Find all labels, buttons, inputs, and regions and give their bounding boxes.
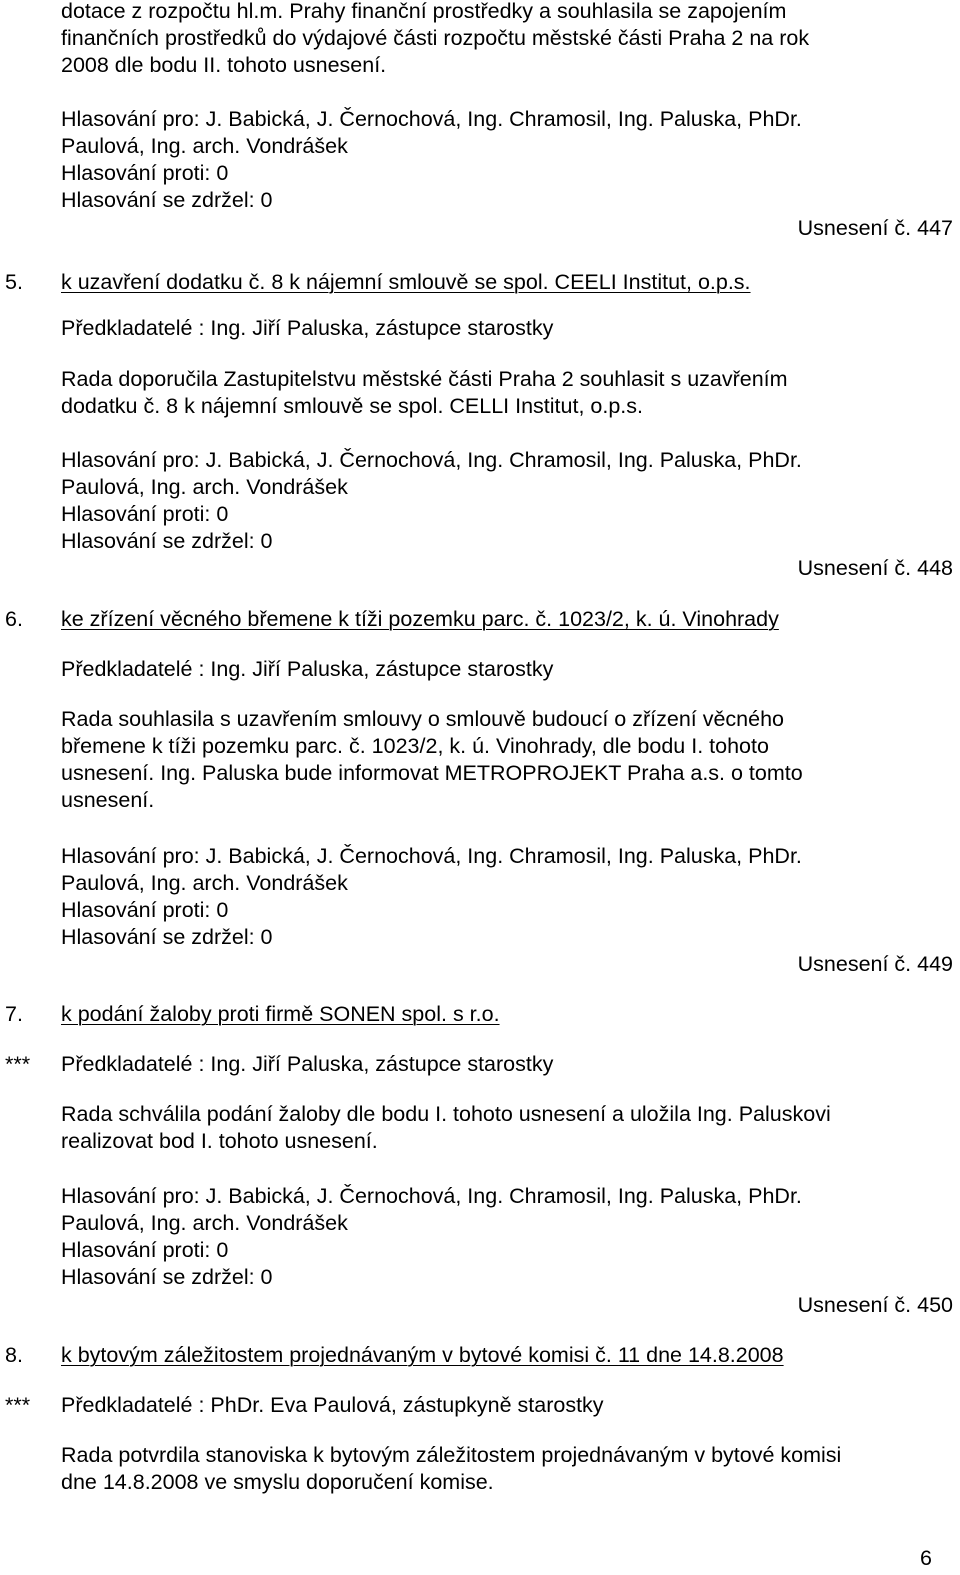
resolution-text: usnesení. Ing. Paluska bude informovat METROPROJEKT Praha a.s. o tomto <box>61 761 803 785</box>
item-title: k podání žaloby proti firmě SONEN spol. s r.o. <box>61 1002 500 1026</box>
vote-for: Hlasování pro: J. Babická, J. Černochová, Ing. Chramosil, Ing. Paluska, PhDr. <box>61 107 802 131</box>
presenter: Předkladatelé : Ing. Jiří Paluska, zástupce starostky <box>61 316 554 340</box>
resolution-text: Rada doporučila Zastupitelstvu městské části Praha 2 souhlasit s uzavřením <box>61 367 788 391</box>
resolution-number: Usnesení č. 447 <box>797 216 953 240</box>
item-number: 6. <box>5 607 23 631</box>
intro-line: 2008 dle bodu II. tohoto usnesení. <box>61 53 387 77</box>
resolution-text: dne 14.8.2008 ve smyslu doporučení komise. <box>61 1470 494 1494</box>
vote-for-continued: Paulová, Ing. arch. Vondrášek <box>61 1211 348 1235</box>
vote-abstain: Hlasování se zdržel: 0 <box>61 529 273 553</box>
vote-abstain: Hlasování se zdržel: 0 <box>61 1265 273 1289</box>
vote-for: Hlasování pro: J. Babická, J. Černochová, Ing. Chramosil, Ing. Paluska, PhDr. <box>61 1184 802 1208</box>
resolution-number: Usnesení č. 450 <box>797 1293 953 1317</box>
presenter: Předkladatelé : PhDr. Eva Paulová, zástupkyně starostky <box>61 1393 604 1417</box>
vote-abstain: Hlasování se zdržel: 0 <box>61 925 273 949</box>
presenter: Předkladatelé : Ing. Jiří Paluska, zástupce starostky <box>61 657 554 681</box>
vote-for: Hlasování pro: J. Babická, J. Černochová, Ing. Chramosil, Ing. Paluska, PhDr. <box>61 448 802 472</box>
resolution-text: realizovat bod I. tohoto usnesení. <box>61 1129 378 1153</box>
vote-against: Hlasování proti: 0 <box>61 161 229 185</box>
presenter: Předkladatelé : Ing. Jiří Paluska, zástupce starostky <box>61 1052 554 1076</box>
item-title: ke zřízení věcného břemene k tíži pozemku parc. č. 1023/2, k. ú. Vinohrady <box>61 607 779 631</box>
item-title: k bytovým záležitostem projednávaným v bytové komisi č. 11 dne 14.8.2008 <box>61 1343 784 1367</box>
vote-abstain: Hlasování se zdržel: 0 <box>61 188 273 212</box>
resolution-text: dodatku č. 8 k nájemní smlouvě se spol. CELLI Institut, o.p.s. <box>61 394 643 418</box>
vote-for-continued: Paulová, Ing. arch. Vondrášek <box>61 475 348 499</box>
vote-for-continued: Paulová, Ing. arch. Vondrášek <box>61 871 348 895</box>
priority-marker: *** <box>5 1052 31 1076</box>
vote-for-continued: Paulová, Ing. arch. Vondrášek <box>61 134 348 158</box>
resolution-text: Rada potvrdila stanoviska k bytovým záležitostem projednávaným v bytové komisi <box>61 1443 842 1467</box>
vote-against: Hlasování proti: 0 <box>61 1238 229 1262</box>
priority-marker: *** <box>5 1393 31 1417</box>
resolution-number: Usnesení č. 448 <box>797 556 953 580</box>
item-number: 8. <box>5 1343 23 1367</box>
vote-against: Hlasování proti: 0 <box>61 502 229 526</box>
item-title: k uzavření dodatku č. 8 k nájemní smlouvě se spol. CEELI Institut, o.p.s. <box>61 270 751 294</box>
resolution-text: břemene k tíži pozemku parc. č. 1023/2, k. ú. Vinohrady, dle bodu I. tohoto <box>61 734 769 758</box>
resolution-text: usnesení. <box>61 788 155 812</box>
intro-line: finančních prostředků do výdajové části rozpočtu městské části Praha 2 na rok <box>61 26 810 50</box>
vote-against: Hlasování proti: 0 <box>61 898 229 922</box>
page-number: 6 <box>920 1546 932 1570</box>
item-number: 5. <box>5 270 23 294</box>
resolution-number: Usnesení č. 449 <box>797 952 953 976</box>
resolution-text: Rada schválila podání žaloby dle bodu I. tohoto usnesení a uložila Ing. Paluskovi <box>61 1102 831 1126</box>
intro-line: dotace z rozpočtu hl.m. Prahy finanční prostředky a souhlasila se zapojením <box>61 0 787 23</box>
resolution-text: Rada souhlasila s uzavřením smlouvy o smlouvě budoucí o zřízení věcného <box>61 707 785 731</box>
vote-for: Hlasování pro: J. Babická, J. Černochová, Ing. Chramosil, Ing. Paluska, PhDr. <box>61 844 802 868</box>
item-number: 7. <box>5 1002 23 1026</box>
